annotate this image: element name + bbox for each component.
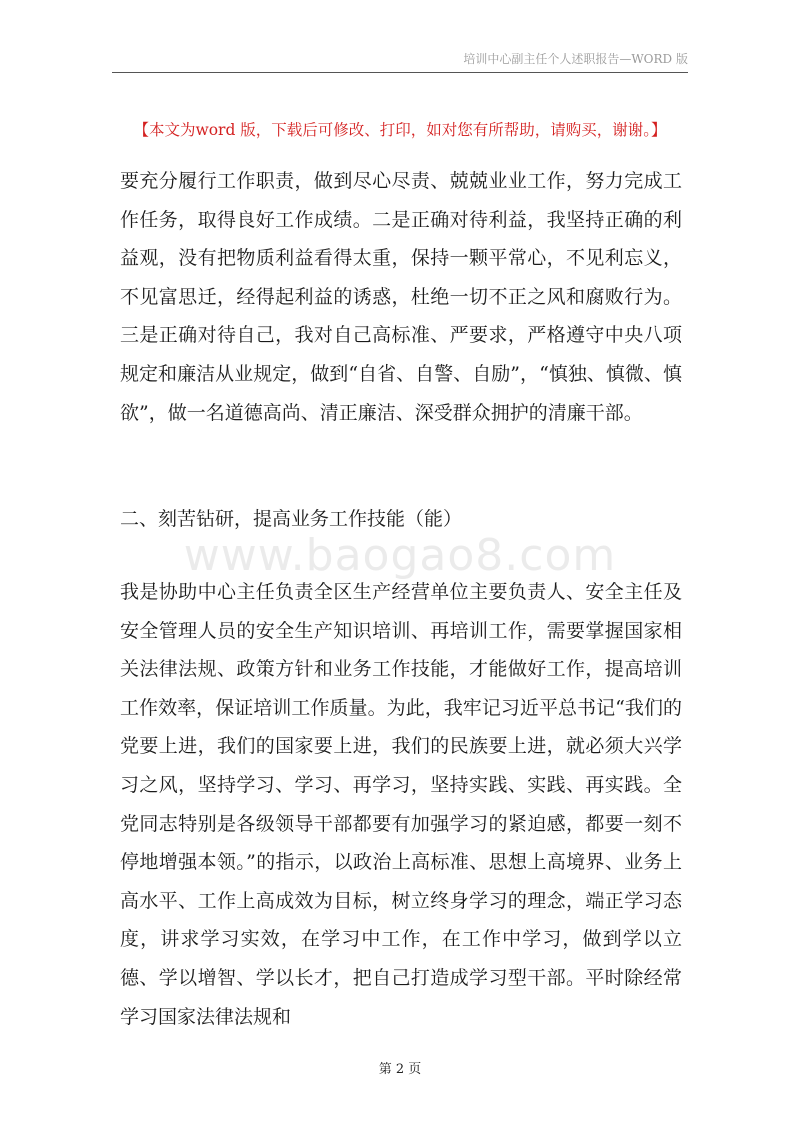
- watermark: www.baogao8.com: [183, 530, 617, 581]
- page-number: 第 2 页: [378, 1062, 422, 1077]
- body-paragraph-2: 我是协助中心主任负责全区生产经营单位主要负责人、安全主任及安全管理人员的安全生产知识培训、再培训工作，需要掌握国家相关法律法规、政策方针和业务工作技能，才能做好工作，提高培训工作效率，保证培训工作质量。为此，我牢记习近平总书记“我们的党要上进，我们的国家要上进，我们的民族要上进，就必须大兴学习之风，坚持学习、学习、再学习，坚持实践、实践、再实践。全党同志特别是各级领导干部都要有加强学习的紧迫感，都要一刻不停地增强本领。”的指示，以政治上高标准、思想上高境界、业务上高水平、工作上高成效为目标，树立终身学习的理念，端正学习态度，讲求学习实效，在学习中工作，在工作中学习，做到学以立德、学以增智、学以长才，把自己打造成学习型干部。平时除经常学习国家法律法规和: [120, 581, 682, 1028]
- download-notice: 【本文为word 版，下载后可修改、打印，如对您有所帮助，请购买，谢谢。】: [133, 121, 667, 139]
- section-heading: 二、刻苦钻研，提高业务工作技能（能）: [120, 508, 463, 530]
- body-paragraph-1: 要充分履行工作职责，做到尽心尽责、兢兢业业工作，努力完成工作任务，取得良好工作成绩。二是正确对待利益，我坚持正确的利益观，没有把物质利益看得太重，保持一颗平常心，不见利忘义，不见富思迁，经得起利益的诱惑，杜绝一切不正之风和腐败行为。三是正确对待自己，我对自己高标准、严要求，严格遵守中央八项规定和廉洁从业规定，做到“自省、自警、自励”，“慎独、慎微、慎欲”，做一名道德高尚、清正廉洁、深受群众拥护的清廉干部。: [120, 170, 682, 424]
- header-divider: [112, 72, 688, 73]
- document-header-title: 培训中心副主任个人述职报告—WORD 版: [463, 52, 688, 66]
